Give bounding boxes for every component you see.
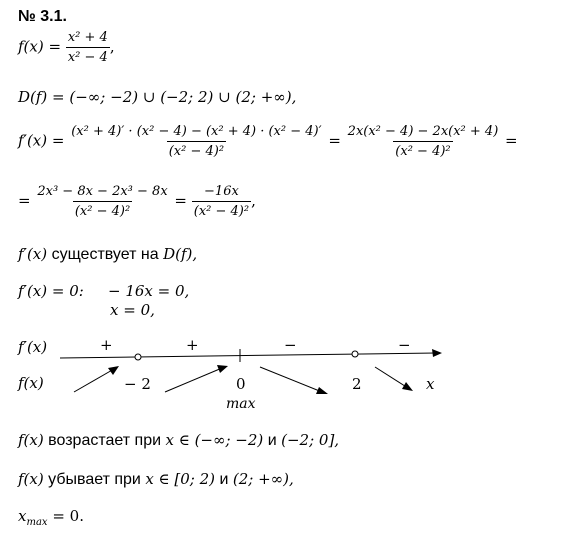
inc-math2: x ∈ (−∞; −2) bbox=[165, 431, 264, 449]
dec-math: f(x) bbox=[18, 470, 44, 488]
arrow-up-2-head bbox=[217, 365, 228, 373]
hole-minus-two bbox=[135, 354, 141, 360]
arrow-up-2 bbox=[165, 368, 222, 392]
exists-text: существует на bbox=[47, 246, 164, 263]
axis-arrowhead bbox=[432, 349, 442, 357]
dec-math2: x ∈ [0; 2) bbox=[145, 470, 216, 488]
f-lhs: f(x) = bbox=[18, 37, 66, 56]
sign-3: − bbox=[284, 336, 297, 354]
f-numerator: x² + 4 bbox=[67, 30, 108, 45]
arrow-down-1 bbox=[260, 367, 322, 392]
derivative-line-2 bbox=[18, 184, 256, 219]
dec-text: убывает при bbox=[43, 471, 146, 488]
d1-eq: = bbox=[323, 131, 346, 150]
d2-numerator: 2x(x² − 4) − 2x(x² + 4) bbox=[347, 124, 499, 139]
problem-number: № 3.1. bbox=[18, 8, 67, 25]
zero-lhs: f′(x) = 0: bbox=[18, 282, 84, 300]
d4-fraction bbox=[192, 184, 251, 219]
d3-numerator: 2x³ − 8x − 2x³ − 8x bbox=[37, 184, 168, 199]
axis-variable: x bbox=[426, 375, 435, 393]
exists-math2: D(f), bbox=[163, 245, 198, 263]
d1-lhs: f′(x) = bbox=[18, 131, 70, 150]
dec-and: и bbox=[215, 471, 233, 488]
increasing-line bbox=[18, 430, 339, 450]
d1-numerator: (x² + 4)′ · (x² − 4) − (x² + 4) · (x² − 4)′ bbox=[71, 124, 322, 139]
f-tail: , bbox=[109, 37, 115, 56]
d3-eq2: = bbox=[169, 191, 192, 210]
sign-row-derivative: f′(x) bbox=[18, 338, 48, 356]
f-fraction bbox=[66, 30, 110, 65]
d4-numerator: −16x bbox=[204, 184, 239, 199]
arrow-up-1 bbox=[74, 369, 114, 392]
max-label: max bbox=[226, 396, 256, 412]
hole-two bbox=[352, 351, 358, 357]
d3-denominator: (x² − 4)² bbox=[73, 201, 132, 219]
zero-rhs: − 16x = 0, bbox=[108, 282, 190, 300]
exists-math: f′(x) bbox=[18, 245, 48, 263]
d2-eq: = bbox=[500, 131, 518, 150]
inc-math: f(x) bbox=[18, 431, 44, 449]
d2-fraction bbox=[346, 124, 501, 159]
point-minus-two: − 2 bbox=[124, 375, 151, 393]
d1-denominator: (x² − 4)² bbox=[167, 141, 226, 159]
sign-row-function: f(x) bbox=[18, 374, 44, 392]
arrow-down-2-head bbox=[402, 382, 413, 391]
d4-denominator: (x² − 4)² bbox=[192, 201, 251, 219]
d3-fraction bbox=[35, 184, 169, 219]
f-denominator: x² − 4 bbox=[66, 47, 110, 65]
inc-and: и bbox=[263, 432, 282, 449]
d3-eq: = bbox=[18, 191, 36, 210]
inc-math3: (−2; 0], bbox=[281, 431, 340, 449]
decreasing-line bbox=[18, 469, 294, 489]
arrow-up-1-head bbox=[108, 366, 119, 375]
xmax-var: x bbox=[18, 507, 27, 525]
exists-line bbox=[18, 244, 197, 264]
point-two: 2 bbox=[352, 375, 362, 393]
dec-math3: (2; +∞), bbox=[232, 470, 294, 488]
d2-denominator: (x² − 4)² bbox=[393, 141, 452, 159]
xmax-value: = 0. bbox=[47, 507, 84, 525]
sign-4: − bbox=[398, 336, 411, 354]
arrow-down-2 bbox=[375, 367, 408, 388]
sign-chart bbox=[0, 330, 584, 412]
number-axis bbox=[60, 353, 436, 358]
zero-solution: x = 0, bbox=[110, 301, 155, 319]
d1-fraction bbox=[69, 124, 323, 159]
sign-1: + bbox=[100, 336, 113, 354]
arrow-down-1-head bbox=[316, 387, 328, 394]
derivative-line-1 bbox=[18, 124, 518, 159]
function-definition bbox=[18, 30, 115, 65]
inc-text: возрастает при bbox=[43, 432, 166, 449]
xmax-line bbox=[18, 507, 84, 528]
xmax-sub: max bbox=[26, 517, 48, 528]
point-zero: 0 bbox=[236, 375, 246, 393]
sign-2: + bbox=[186, 336, 199, 354]
domain-line: D(f) = (−∞; −2) ∪ (−2; 2) ∪ (2; +∞), bbox=[18, 88, 297, 106]
d4-tail: , bbox=[251, 191, 256, 210]
